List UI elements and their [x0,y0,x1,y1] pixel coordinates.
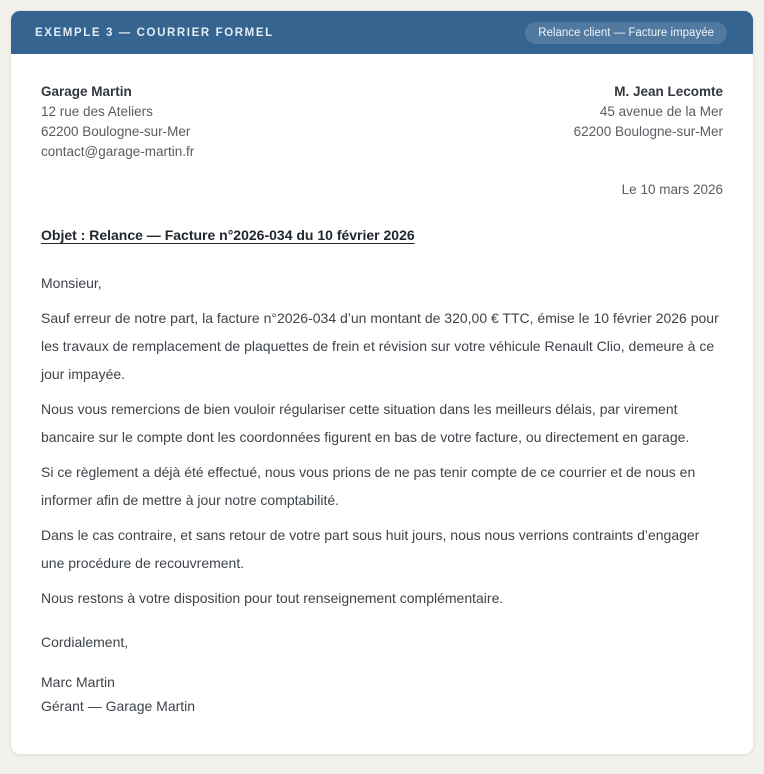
recipient-address-line: 45 avenue de la Mer [599,104,723,119]
signature-name: Marc Martin [41,674,115,690]
sender-name: Garage Martin [41,84,132,99]
letter-paragraphs [41,269,723,612]
signature-block [41,670,723,718]
header-bar [11,11,753,54]
sender-address-line: 62200 Boulogne-sur-Mer [41,124,191,139]
recipient-name: M. Jean Lecomte [614,84,723,99]
recipient-block [574,82,723,142]
letter-body [11,54,753,754]
page-title: EXEMPLE 3 — COURRIER FORMEL [35,26,274,39]
subject-line: Objet : Relance — Facture n°2026-034 du 10 février 2026 [41,227,415,243]
paragraph: Nous vous remercions de bien vouloir régulariser cette situation dans les meilleurs délais, par virement bancaire sur le compte dont les coordonnées figurent en bas de votre facture, ou directement en garage. [41,401,690,445]
letter-card [10,10,754,755]
sender-email: contact@garage-martin.fr [41,144,195,159]
salutation: Monsieur, [41,275,102,291]
closing-formula: Cordialement, [41,634,129,650]
paragraph: Sauf erreur de notre part, la facture n°2026-034 d’un montant de 320,00 € TTC, émise le 10 février 2026 pour les travaux de remplacement de plaquettes de frein et révision sur votre véhicule Renault Clio, demeure à ce jour impayée. [41,310,719,382]
address-row [41,82,723,162]
letter-date: Le 10 mars 2026 [621,182,723,197]
recipient-address-line: 62200 Boulogne-sur-Mer [573,124,723,139]
signature-role: Gérant — Garage Martin [41,698,196,714]
paragraph: Dans le cas contraire, et sans retour de votre part sous huit jours, nous nous verrions contraints d’engager une procédure de recouvrement. [41,527,700,571]
paragraph: Nous restons à votre disposition pour tout renseignement complémentaire. [41,590,504,606]
sender-block [41,82,194,162]
sender-address-line: 12 rue des Ateliers [41,104,153,119]
paragraph: Si ce règlement a déjà été effectué, nous vous prions de ne pas tenir compte de ce courrier et de nous en informer afin de mettre à jour notre comptabilité. [41,464,696,508]
status-badge: Relance client — Facture impayée [525,22,727,44]
